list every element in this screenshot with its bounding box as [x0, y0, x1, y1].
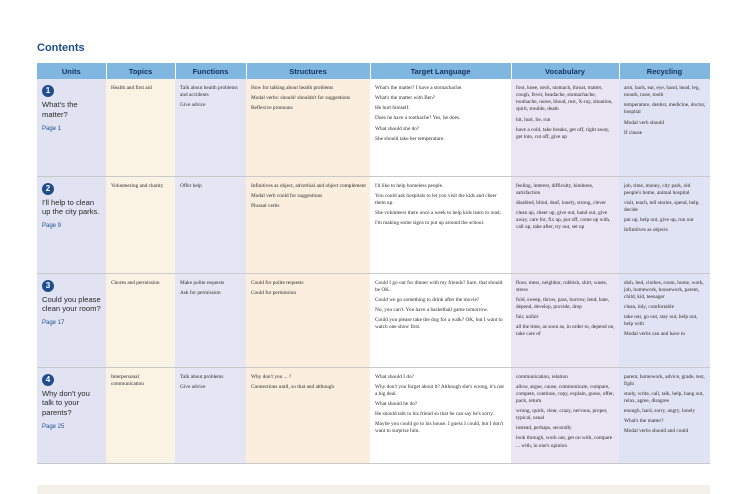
units-cell [37, 273, 106, 367]
vocabulary-cell [511, 273, 619, 367]
target-language-cell [370, 367, 511, 463]
column-header-vocabulary: Vocabulary [511, 63, 619, 79]
page-title: Contents [37, 42, 85, 54]
topics-text: Volunteering and charity [111, 182, 164, 189]
unit-page-link[interactable]: Page 9 [42, 223, 62, 230]
functions-text: Ask for permission [180, 289, 221, 296]
unit-page-link[interactable]: Page 17 [42, 320, 65, 327]
target-language-cell [370, 176, 511, 273]
vocabulary-cell [511, 176, 619, 273]
unit-number-badge: 2 [42, 183, 54, 195]
structures-text: Could for permission [251, 289, 297, 296]
target-language-text: I'm making some signs to put up around the school. [375, 220, 485, 227]
recycling-text: Modal verb should [624, 119, 665, 126]
header-row [37, 63, 710, 79]
unit-row-4 [37, 367, 710, 463]
functions-text: Talk about problems [180, 373, 224, 380]
recycling-text: enough, hard, sorry, angry, lonely [624, 408, 696, 415]
functions-cell [175, 273, 246, 367]
structures-cell [246, 176, 370, 273]
functions-text: Give advice [180, 102, 206, 109]
target-language-text: Why don't you forget about it? Although she's wrong, it's not a big deal. [375, 383, 504, 397]
unit-row-1 [37, 79, 710, 176]
structures-cell [246, 273, 370, 367]
unit-title: Could you please clean your room? [42, 294, 101, 314]
recycling-text: clean, tidy, comfortable [624, 303, 674, 310]
functions-cell [175, 367, 246, 463]
structures-cell [246, 79, 370, 176]
vocabulary-text: fold, sweep, throw, pass, borrow, lend, hate, depend, develop, provide, drop [516, 296, 610, 310]
topics-cell [106, 367, 175, 463]
column-header-units: Units [37, 63, 106, 79]
recycling-text: Modal verbs can and have to [624, 331, 686, 338]
unit-title: I'll help to clean up the city parks. [42, 197, 100, 217]
column-header-structures: Structures [246, 63, 370, 79]
structures-text: Could for polite requests [251, 279, 304, 286]
column-header-topics: Topics [106, 63, 175, 79]
contents-table [37, 63, 711, 464]
structures-text: Infinitives as object, adverbial and object complement [251, 182, 366, 189]
target-language-text: Could I go out for dinner with my friends? Sure, that should be OK. [375, 279, 503, 293]
structures-text: Reflexive pronouns [251, 105, 293, 112]
vocabulary-text: instead, perhaps, secondly [516, 425, 572, 432]
recycling-cell [619, 367, 710, 463]
page-bottom-band [37, 485, 710, 494]
recycling-text: study, write, call, talk, help, hang out, relax, agree, disagree [624, 390, 704, 404]
recycling-text: arm, back, ear, eye, hand, head, leg, mouth, nose, tooth [624, 85, 700, 99]
vocabulary-text: look through, work out, get on with, compare ... with, in one's opinion [516, 435, 613, 449]
vocabulary-text: fair, unfair [516, 314, 539, 321]
recycling-cell [619, 273, 710, 367]
target-language-cell [370, 273, 511, 367]
structures-text: Connections until, so that and although [251, 383, 334, 390]
target-language-text: Could you please take the dog for a walk? OK, but I want to watch one show first. [375, 317, 503, 331]
topics-cell [106, 79, 175, 176]
column-header-target-language: Target Language [370, 63, 511, 79]
target-language-text: I'd like to help homeless people. [375, 182, 444, 189]
target-language-text: You could ask hospitals to let you visit the kids and cheer them up. [375, 192, 497, 206]
column-header-functions: Functions [175, 63, 246, 79]
functions-cell [175, 176, 246, 273]
vocabulary-text: all the time, as soon as, in order to, depend on, take care of [516, 324, 615, 338]
target-language-text: No, you can't. You have a basketball game tomorrow. [375, 306, 488, 313]
topics-text: Chores and permission [111, 279, 160, 286]
functions-cell [175, 79, 246, 176]
topics-cell [106, 273, 175, 367]
vocabulary-text: hit, hurt, lie, run [516, 116, 551, 123]
topics-text: Health and first aid [111, 85, 152, 91]
unit-row-3 [37, 273, 710, 367]
column-header-recycling: Recycling [619, 63, 710, 79]
recycling-cell [619, 176, 710, 273]
vocabulary-text: foot, knee, neck, stomach, throat, matter, cough, fever, headache, stomachache, toothache, nurse, blood, rest, X-ray, situation, spirit, trouble, death [516, 85, 613, 113]
unit-number-badge: 3 [42, 280, 54, 292]
structures-text: Modal verb could for suggestions [251, 192, 323, 199]
units-cell [37, 176, 106, 273]
vocabulary-text: floor, mess, neighbor, rubbish, shirt, waste, stress [516, 279, 608, 293]
functions-text: Make polite requests [180, 279, 225, 286]
target-language-text: Does he have a toothache? Yes, he does. [375, 115, 461, 122]
recycling-text: take out, go out, stay out, help out, help with [624, 314, 698, 328]
target-language-text: What should he do? [375, 400, 418, 407]
functions-text: Give advice [180, 383, 206, 390]
target-language-text: She volunteers there once a week to help kids learn to read. [375, 209, 501, 216]
unit-row-2 [37, 176, 710, 273]
topics-cell [106, 176, 175, 273]
vocabulary-text: have a cold, take breaks, get off, right away, get into, cut off, give up [516, 126, 610, 140]
target-language-text: What should she do? [375, 125, 420, 132]
unit-title: What's the matter? [42, 100, 78, 119]
unit-number-badge: 4 [42, 374, 54, 386]
target-language-text: Could we go something to drink after the movie? [375, 296, 480, 303]
target-language-text: What should I do? [375, 373, 414, 380]
vocabulary-text: allow, argue, cause, communicate, compare, compete, continue, copy, explain, guess, offer, pack, return [516, 383, 615, 404]
functions-text: Offer help [180, 182, 202, 189]
structures-text: Modal verbs: should/ shouldn't for suggestions [251, 95, 351, 102]
vocabulary-text: wrong, quick, clear, crazy, nervous, proper, typical, usual [516, 408, 608, 422]
units-cell [37, 367, 106, 463]
recycling-text: temperature, dentist, medicine, doctor, hospital [624, 102, 706, 116]
vocabulary-text: disabled, blind, deaf, lonely, strong, clever [516, 199, 606, 206]
recycling-text: job, time, money, city park, old people's home, animal hospital [624, 182, 691, 196]
recycling-cell [619, 79, 710, 176]
target-language-text: He should talk to his friend so that he can say he's sorry. [375, 411, 495, 418]
topics-text: Interpersonal communication [111, 373, 144, 387]
functions-text: Talk about health problems and accidents [180, 85, 238, 99]
recycling-text: dish, bed, clothes, room, home, work, job, homework, housework, parent, child, kid, teenager [624, 279, 704, 300]
unit-title: Why don't you talk to your parents? [42, 388, 90, 418]
target-language-text: What's the matter with Ben? [375, 95, 436, 102]
structures-text: Why don't you ... ? [251, 373, 292, 380]
structures-cell [246, 367, 370, 463]
structures-text: How for talking about health problems [251, 85, 334, 91]
vocabulary-text: communication, relation [516, 373, 568, 380]
structures-text: Phrasal verbs [251, 202, 280, 209]
recycling-text: If clause [624, 129, 643, 136]
recycling-text: Infinitives as objects [624, 227, 668, 234]
recycling-text: Modal verbs should and could [624, 428, 689, 435]
target-language-text: She should take her temperature. [375, 135, 445, 142]
units-cell [37, 79, 106, 176]
vocabulary-text: clean up, cheer up, give out, hand out, give away, care for, fix up, put off, come up with, call up, take after, try out, set up [516, 209, 611, 231]
target-language-text: What's the matter? I have a stomachache. [375, 85, 463, 91]
vocabulary-cell [511, 79, 619, 176]
vocabulary-cell [511, 367, 619, 463]
recycling-text: What's the matter? [624, 418, 664, 425]
target-language-text: Maybe you could go to his house. I guess I could, but I don't want to surprise him. [375, 421, 504, 435]
vocabulary-text: feeling, interest, difficulty, kindness, satisfaction [516, 182, 594, 196]
unit-page-link[interactable]: Page 25 [42, 424, 65, 431]
recycling-text: parent, homework, advice, grade, test, fight [624, 373, 705, 387]
unit-page-link[interactable]: Page 1 [42, 125, 62, 132]
unit-number-badge: 1 [42, 85, 54, 97]
recycling-text: put up, help out, give up, run out [624, 217, 694, 224]
target-language-cell [370, 79, 511, 176]
target-language-text: He hurt himself. [375, 105, 410, 112]
recycling-text: visit, teach, tell stories, spend, help, decide [624, 199, 700, 213]
